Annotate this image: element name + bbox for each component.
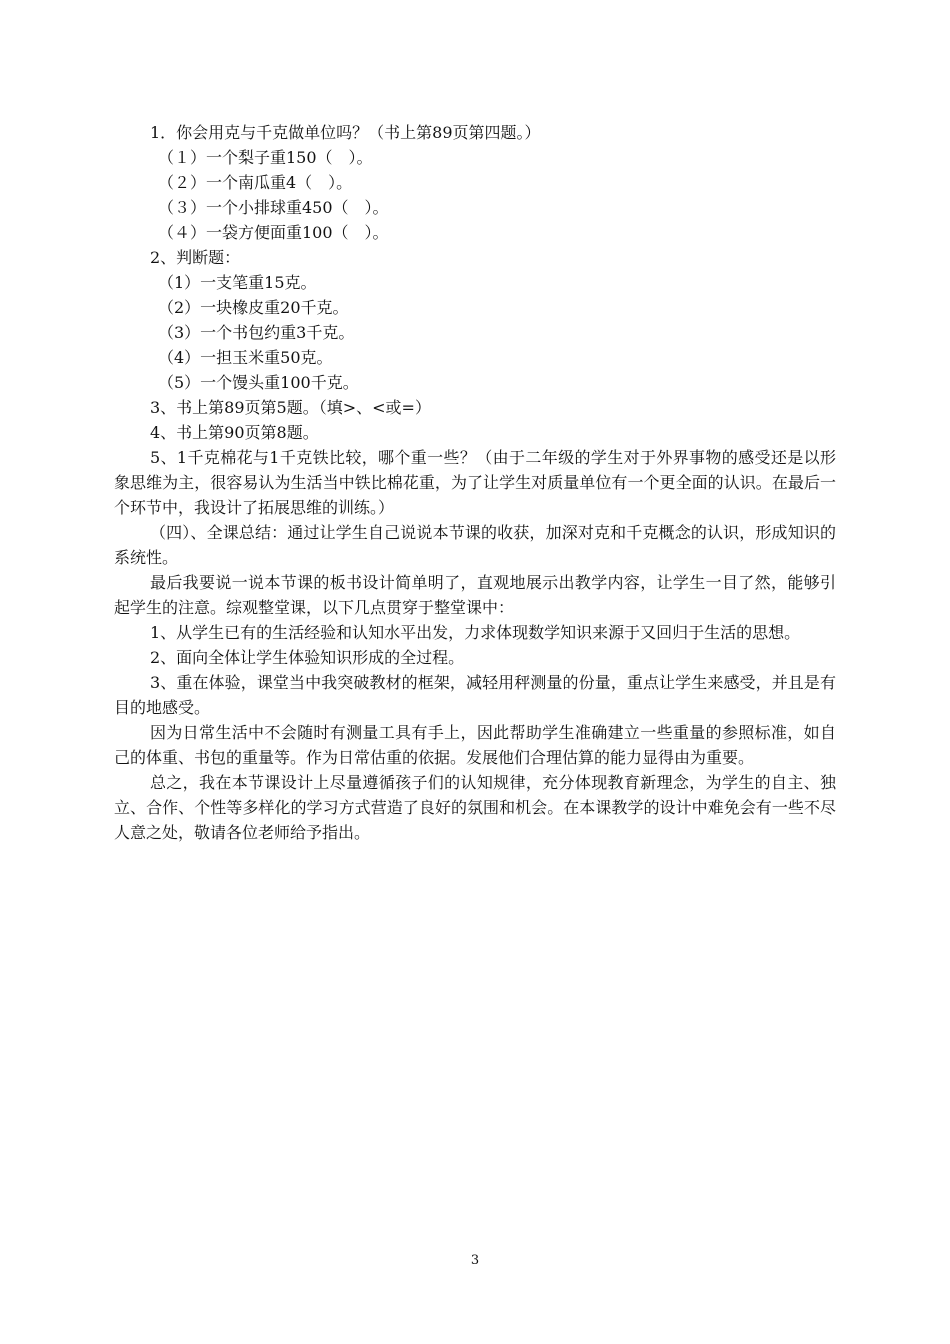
lesson-summary: （四）、全课总结：通过让学生自己说说本节课的收获，加深对克和千克概念的认识，形成知识的系统性。 [114, 523, 836, 567]
board-design-paragraph: 最后我要说一说本节课的板书设计简单明了，直观地展示出教学内容，让学生一目了然，能够引起学生的注意。综观整堂课，以下几点贯穿于整堂课中： [114, 573, 836, 617]
document-body [114, 120, 836, 845]
question-1-item-2: （２）一个南瓜重4（ ）。 [158, 173, 353, 192]
question-2-item-5: （5）一个馒头重100千克。 [158, 373, 359, 392]
question-2-item-4: （4）一担玉米重50克。 [158, 348, 333, 367]
key-point-3: 3、重在体验，课堂当中我突破教材的框架，减轻用秤测量的份量，重点让学生来感受，并且是有目的地感受。 [114, 673, 836, 717]
question-1-item-4: （４）一袋方便面重100（ ）。 [158, 223, 389, 242]
reference-standard-paragraph: 因为日常生活中不会随时有测量工具有手上，因此帮助学生准确建立一些重量的参照标准，如自己的体重、书包的重量等。作为日常估重的依据。发展他们合理估算的能力显得由为重要。 [114, 723, 836, 767]
question-2-item-3: （3）一个书包约重3千克。 [158, 323, 355, 342]
question-3: 3、书上第89页第5题。（填>、<或=） [150, 398, 431, 417]
key-point-1: 1、从学生已有的生活经验和认知水平出发，力求体现数学知识来源于又回归于生活的思想。 [150, 623, 801, 642]
question-2-title: 2、判断题： [150, 248, 241, 267]
page-number: 3 [470, 1253, 480, 1268]
key-point-2: 2、面向全体让学生体验知识形成的全过程。 [150, 648, 465, 667]
conclusion-paragraph: 总之，我在本节课设计上尽量遵循孩子们的认知规律，充分体现教育新理念，为学生的自主、独立、合作、个性等多样化的学习方式营造了良好的氛围和机会。在本课教学的设计中难免会有一些不尽人意之处，敬请各位老师给予指出。 [114, 773, 836, 842]
question-1-item-1: （１）一个梨子重150（ ）。 [158, 148, 373, 167]
question-2-item-1: （1）一支笔重15克。 [158, 273, 317, 292]
question-5: 5、1千克棉花与1千克铁比较，哪个重一些？（由于二年级的学生对于外界事物的感受还是以形象思维为主，很容易认为生活当中铁比棉花重，为了让学生对质量单位有一个更全面的认识。在最后一个环节中，我设计了拓展思维的训练。） [114, 448, 836, 517]
question-1-title: 1．你会用克与千克做单位吗？（书上第89页第四题。） [150, 123, 541, 142]
question-1-item-3: （３）一个小排球重450（ ）。 [158, 198, 389, 217]
question-4: 4、书上第90页第8题。 [150, 423, 319, 442]
question-2-item-2: （2）一块橡皮重20千克。 [158, 298, 349, 317]
